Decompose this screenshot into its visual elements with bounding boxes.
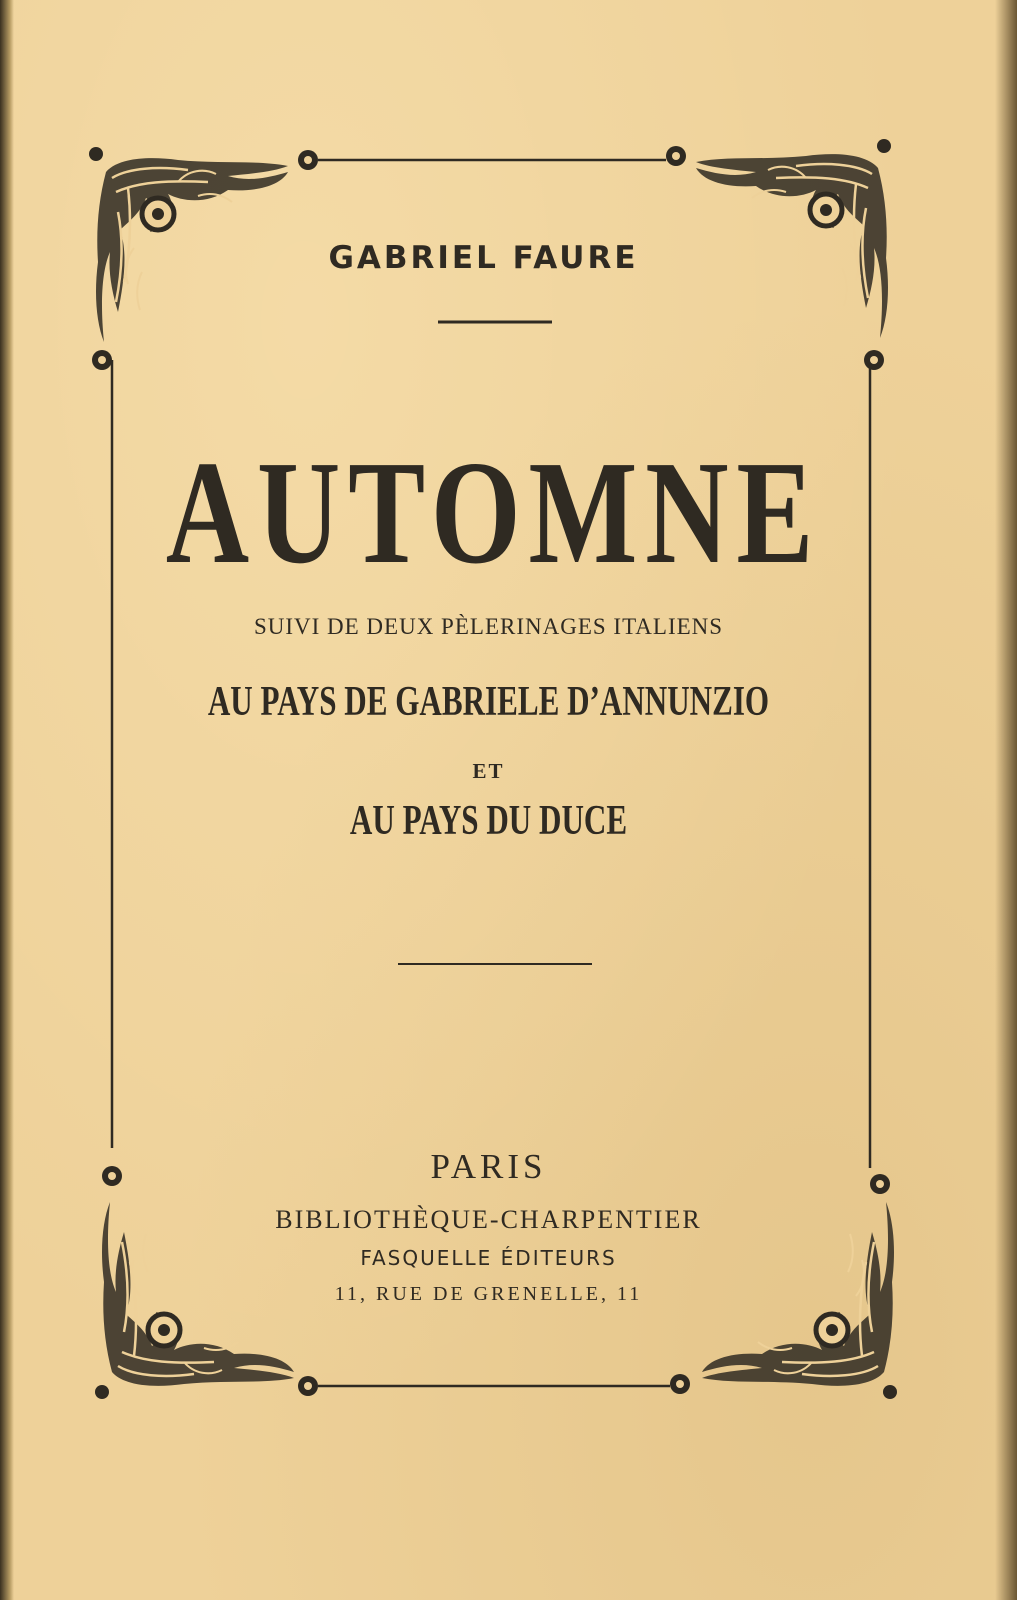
- pilgrimage-title-one: AU PAYS DE GABRIELE D’ANNUNZIO: [207, 679, 770, 725]
- author-name: GABRIEL FAURE: [328, 240, 639, 276]
- book-title: AUTOMNE: [165, 431, 822, 595]
- book-subtitle: SUIVI DE DEUX PÈLERINAGES ITALIENS: [253, 614, 724, 639]
- publisher-address: 11, RUE DE GRENELLE, 11: [334, 1283, 643, 1305]
- publisher-name: BIBLIOTHÈQUE-CHARPENTIER: [275, 1205, 702, 1234]
- publication-city: PARIS: [430, 1147, 547, 1186]
- publisher-imprint: FASQUELLE ÉDITEURS: [360, 1246, 617, 1270]
- conjunction-et: ET: [472, 759, 505, 783]
- pilgrimage-title-two: AU PAYS DU DUCE: [349, 798, 628, 844]
